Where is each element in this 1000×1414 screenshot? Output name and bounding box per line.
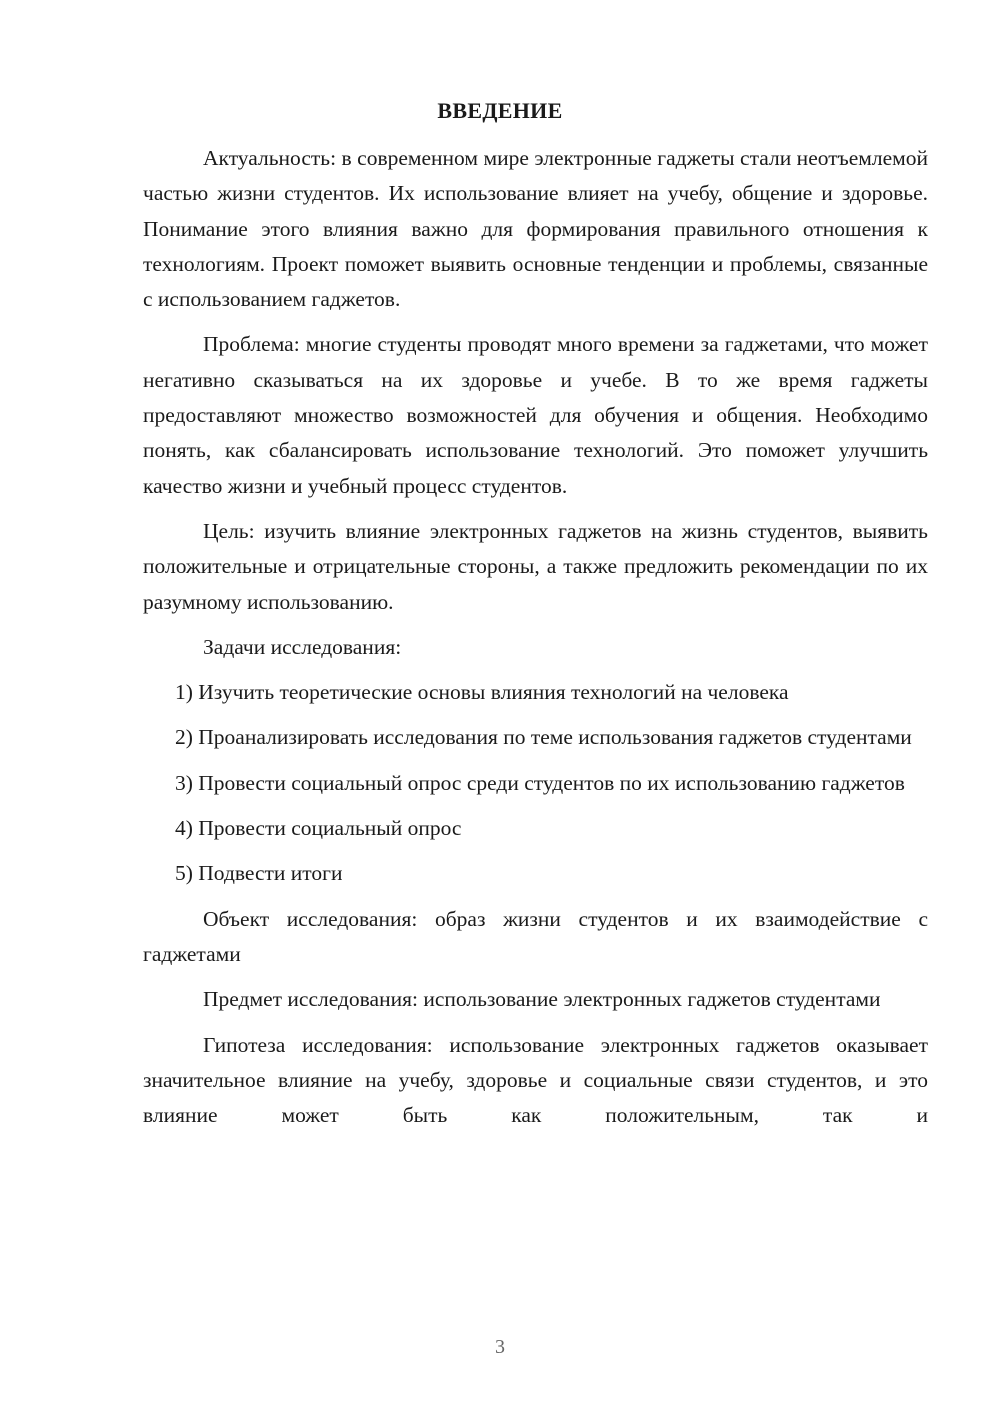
- task-item-4: 4) Провести социальный опрос: [175, 816, 462, 841]
- task-item-1: 1) Изучить теоретические основы влияния технологий на человека: [175, 680, 789, 705]
- paragraph-relevance: Актуальность: в современном мире электронные гаджеты стали неотъемлемой частью жизни студентов. Их использование влияет на учебу, общение и здоровье. Понимание этого влияния важно для формирования правильного отношения к технологиям. Проект поможет выявить основные тенденции и проблемы, связанные с использованием гаджетов.: [143, 146, 928, 312]
- paragraph-goal: Цель: изучить влияние электронных гаджетов на жизнь студентов, выявить положительные и отрицательные стороны, а также предложить рекомендации по их разумному использованию.: [143, 518, 928, 614]
- paragraph-subject: Предмет исследования: использование электронных гаджетов студентами: [203, 987, 881, 1012]
- paragraph-tasks-heading: Задачи исследования:: [203, 634, 402, 659]
- paragraph-problem: Проблема: многие студенты проводят много времени за гаджетами, что может негативно сказываться на их здоровье и учебе. В то же время гаджеты предоставляют множество возможностей для обучения и общения. Необходимо понять, как сбалансировать использование технологий. Это поможет улучшить качество жизни и учебный процесс студентов.: [143, 332, 928, 498]
- page-title: ВВЕДЕНИЕ: [437, 98, 563, 123]
- task-item-3: 3) Провести социальный опрос среди студентов по их использованию гаджетов: [175, 770, 905, 795]
- page-number: 3: [495, 1336, 505, 1358]
- task-item-2: 2) Проанализировать исследования по теме использования гаджетов студентами: [175, 725, 912, 750]
- paragraph-object: Объект исследования: образ жизни студентов и их взаимодействие с гаджетами: [143, 906, 928, 966]
- document-body: [143, 141, 928, 1133]
- paragraph-hypothesis: Гипотеза исследования: использование электронных гаджетов оказывает значительное влияние на учебу, здоровье и социальные связи студентов, и это влияние может быть как положительным, так и: [143, 1032, 928, 1128]
- task-item-5: 5) Подвести итоги: [175, 861, 343, 886]
